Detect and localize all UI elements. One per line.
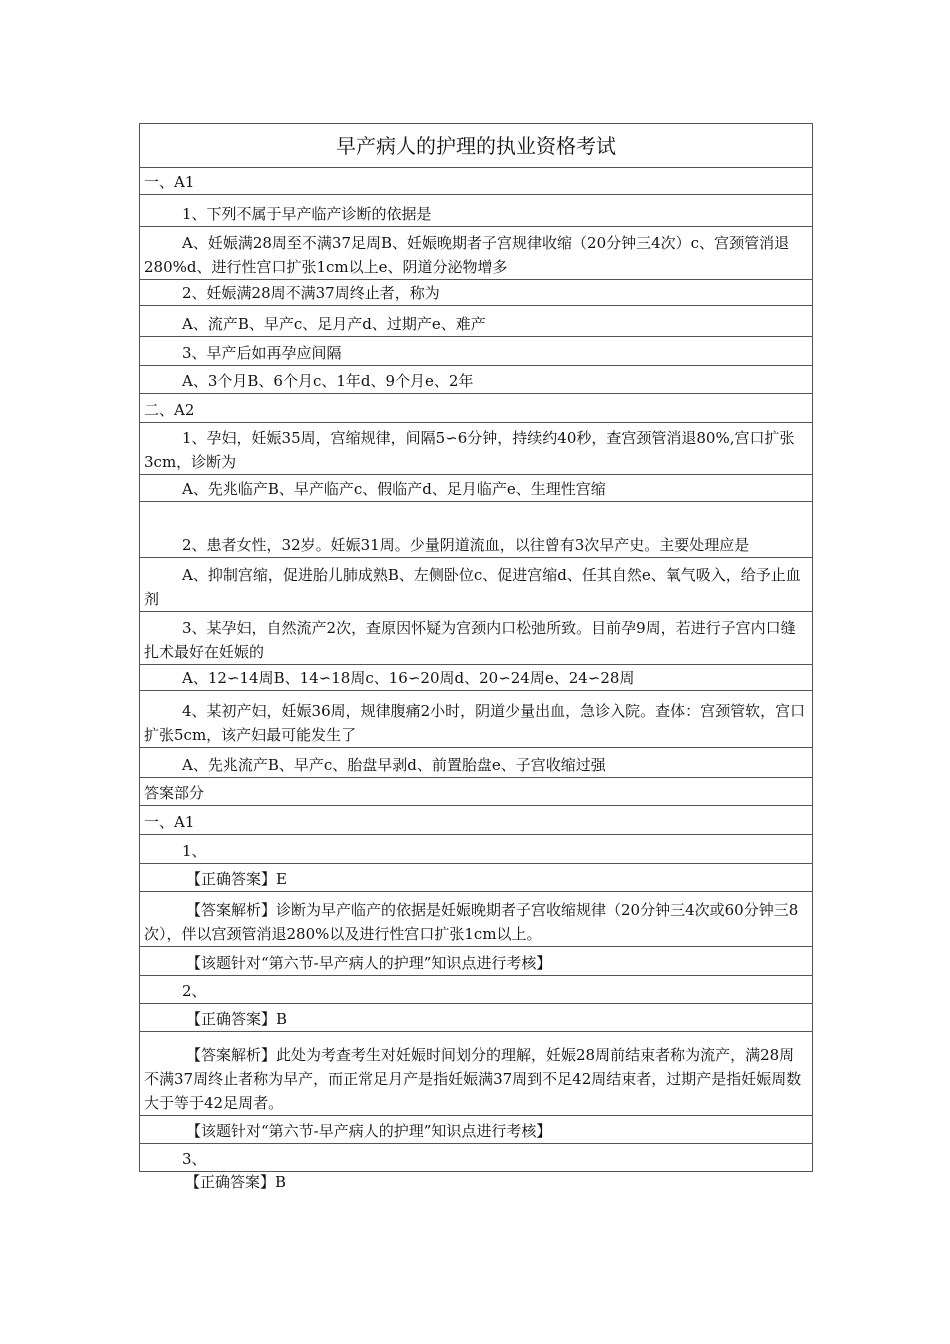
section-heading: 二、A2	[140, 394, 812, 423]
answer-number: 1、	[140, 835, 812, 864]
options-row: A、先兆临产B、早产临产c、假临产d、足月临产e、生理性宫缩	[140, 475, 812, 502]
section-heading: 一、A1	[140, 168, 812, 195]
question-row: 3、早产后如再孕应间隔	[140, 337, 812, 366]
answer-number: 2、	[140, 976, 812, 1004]
options-row: A、3个月B、6个月c、1年d、9个月e、2年	[140, 366, 812, 394]
question-row: 1、孕妇，妊娠35周，宫缩规律，间隔5∽6分钟，持续约40秒，查宫颈管消退80%,宫口扩张3cm，诊断为	[140, 423, 812, 475]
answer-explanation: 【答案解析】诊断为早产临产的依据是妊娠晚期者子宫收缩规律（20分钟三4次或60分钟三8次），伴以宫颈管消退280%以及进行性宫口扩张1cm以上。	[140, 892, 812, 947]
question-row: 3、某孕妇，自然流产2次，查原因怀疑为宫颈内口松弛所致。目前孕9周，若进行子宫内口缝扎术最好在妊娠的	[140, 612, 812, 665]
section-heading: 一、A1	[140, 806, 812, 835]
answer-explanation: 【答案解析】此处为考查考生对妊娠时间划分的理解，妊娠28周前结束者称为流产，满28周不满37周终止者称为早产，而正常足月产是指妊娠满37周到不足42周结束者，过期产是指妊娠周数大于等于42足周者。	[140, 1032, 812, 1116]
question-row: 2、妊娠满28周不满37周终止者，称为	[140, 280, 812, 306]
options-row: A、抑制宫缩，促进胎儿肺成熟B、左侧卧位c、促进宫缩d、任其自然e、氧气吸入，给予止血剂	[140, 558, 812, 612]
page-title: 早产病人的护理的执业资格考试	[140, 124, 812, 168]
answer-topic: 【该题针对“第六节-早产病人的护理”知识点进行考核】	[140, 947, 812, 976]
answer-number: 3、	[140, 1144, 812, 1172]
question-row: 4、某初产妇，妊娠36周，规律腹痛2小时，阴道少量出血，急诊入院。查体：宫颈管软，宫口扩张5cm，该产妇最可能发生了	[140, 691, 812, 748]
correct-answer: 【正确答案】B	[140, 1004, 812, 1032]
question-row: 2、患者女性，32岁。妊娠31周。少量阴道流血，以往曾有3次早产史。主要处理应是	[140, 502, 812, 558]
answer-topic: 【该题针对“第六节-早产病人的护理”知识点进行考核】	[140, 1116, 812, 1144]
correct-answer: 【正确答案】E	[140, 864, 812, 892]
options-row: A、流产B、早产c、足月产d、过期产e、难产	[140, 306, 812, 337]
answers-heading: 答案部分	[140, 778, 812, 806]
exam-table	[139, 123, 813, 1172]
options-row: A、妊娠满28周至不满37足周B、妊娠晚期者子宫规律收缩（20分钟三4次）c、宫颈管消退280%d、进行性宫口扩张1cm以上e、阴道分泌物增多	[140, 227, 812, 280]
question-row: 1、下列不属于早产临产诊断的依据是	[140, 195, 812, 227]
correct-answer: 【正确答案】B	[185, 1173, 287, 1191]
options-row: A、先兆流产B、早产c、胎盘早剥d、前置胎盘e、子宫收缩过强	[140, 748, 812, 778]
options-row: A、12∽14周B、14∽18周c、16∽20周d、20∽24周e、24∽28周	[140, 665, 812, 691]
